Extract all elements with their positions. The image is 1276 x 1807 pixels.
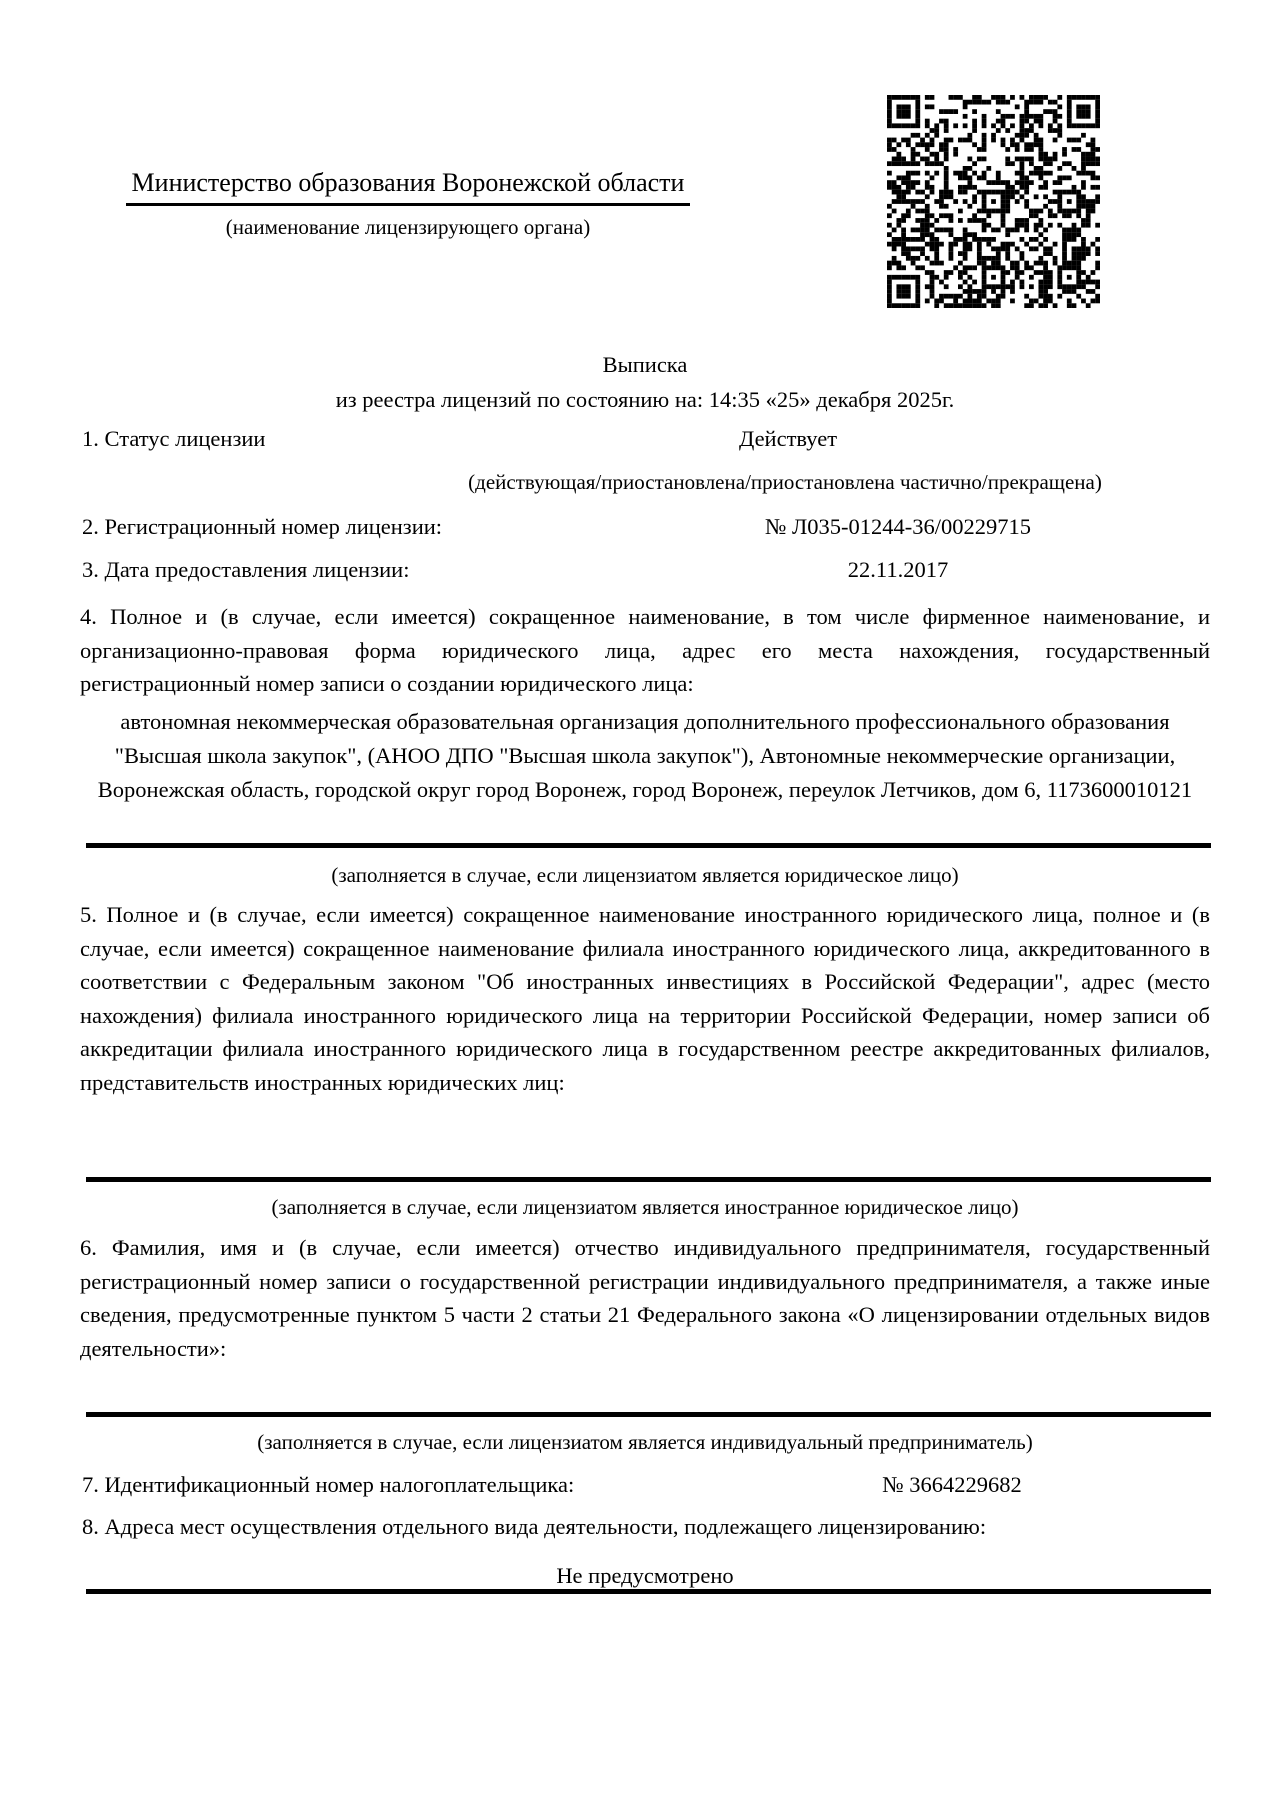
document-title-line2: из реестра лицензий по состоянию на: 14:35 «25» декабря 2025г. [335, 387, 955, 412]
field-reg-number [0, 514, 1276, 544]
section5-label: 5. Полное и (в случае, если имеется) сокращенное наименование иностранного юридического лица, полное и (в случае, если имеется) сокращенное наименование филиала иностранного юридического лица, аккредитованного в соответствии с Федеральным законом "Об иностранных инвестициях в Российской Федерации", адрес (место нахождения) филиала иностранного юридического лица на территории Российской Федерации, номер записи об аккредитации филиала иностранного юридического лица в государственном реестре аккредитованных филиалов, представительств иностранных юридических лиц: [80, 902, 1210, 1095]
authority-header [0, 168, 816, 240]
section4-value: автономная некоммерческая образовательная организация дополнительного профессионального образования "Высшая школа закупок", (АНОО ДПО "Высшая школа закупок"), Автономные некоммерческие организации, Воронежская область, городской округ город Воронеж, город Воронеж, переулок Летчиков, дом 6, 1173600010121 [97, 709, 1193, 802]
section5-divider [86, 1177, 1211, 1182]
status-value: Действует [738, 426, 838, 451]
grant-date-label: 3. Дата предоставления лицензии: [82, 557, 410, 582]
addresses-label: 8. Адреса мест осуществления отдельного вида деятельности, подлежащего лицензированию: [82, 1514, 987, 1539]
qr-code [887, 95, 1100, 308]
document-title [80, 347, 1210, 417]
section6-divider [86, 1412, 1211, 1417]
field-addresses [0, 1514, 1276, 1544]
document-title-line1: Выписка [602, 352, 688, 377]
licensing-authority-name: Министерство образования Воронежской области [126, 168, 691, 206]
section5-caption: (заполняется в случае, если лицензиатом является иностранное юридическое лицо) [271, 1195, 1019, 1219]
bottom-divider [86, 1589, 1211, 1594]
field-status [0, 426, 1276, 456]
inn-value: № 3664229682 [882, 1472, 1022, 1497]
section4-label: 4. Полное и (в случае, если имеется) сокращенное наименование, в том числе фирменное наименование, и организационно-правовая форма юридического лица, адрес его места нахождения, государственный регистрационный номер записи о создании юридического лица: [80, 604, 1210, 696]
section6-label: 6. Фамилия, имя и (в случае, если имеется) отчество индивидуального предпринимателя, государственный регистрационный номер записи о государственной регистрации индивидуального предпринимателя, а также иные сведения, предусмотренные пунктом 5 части 2 статьи 21 Федерального закона «О лицензировании отдельных видов деятельности»: [80, 1235, 1210, 1361]
grant-date-value: 22.11.2017 [847, 557, 949, 582]
status-label: 1. Статус лицензии [82, 426, 266, 451]
reg-number-label: 2. Регистрационный номер лицензии: [82, 514, 443, 539]
licensing-authority-caption: (наименование лицензирующего органа) [225, 215, 591, 239]
section4-divider [86, 843, 1211, 848]
field-inn [0, 1472, 1276, 1502]
addresses-value: Не предусмотрено [556, 1563, 734, 1588]
section6-caption: (заполняется в случае, если лицензиатом является индивидуальный предприниматель) [257, 1430, 1033, 1454]
reg-number-value: № Л035-01244-36/00229715 [764, 514, 1032, 539]
field-grant-date [0, 557, 1276, 587]
status-caption: (действующая/приостановлена/приостановлена частично/прекращена) [468, 470, 1102, 494]
inn-label: 7. Идентификационный номер налогоплательщика: [82, 1472, 575, 1497]
section4-caption: (заполняется в случае, если лицензиатом является юридическое лицо) [331, 863, 959, 887]
